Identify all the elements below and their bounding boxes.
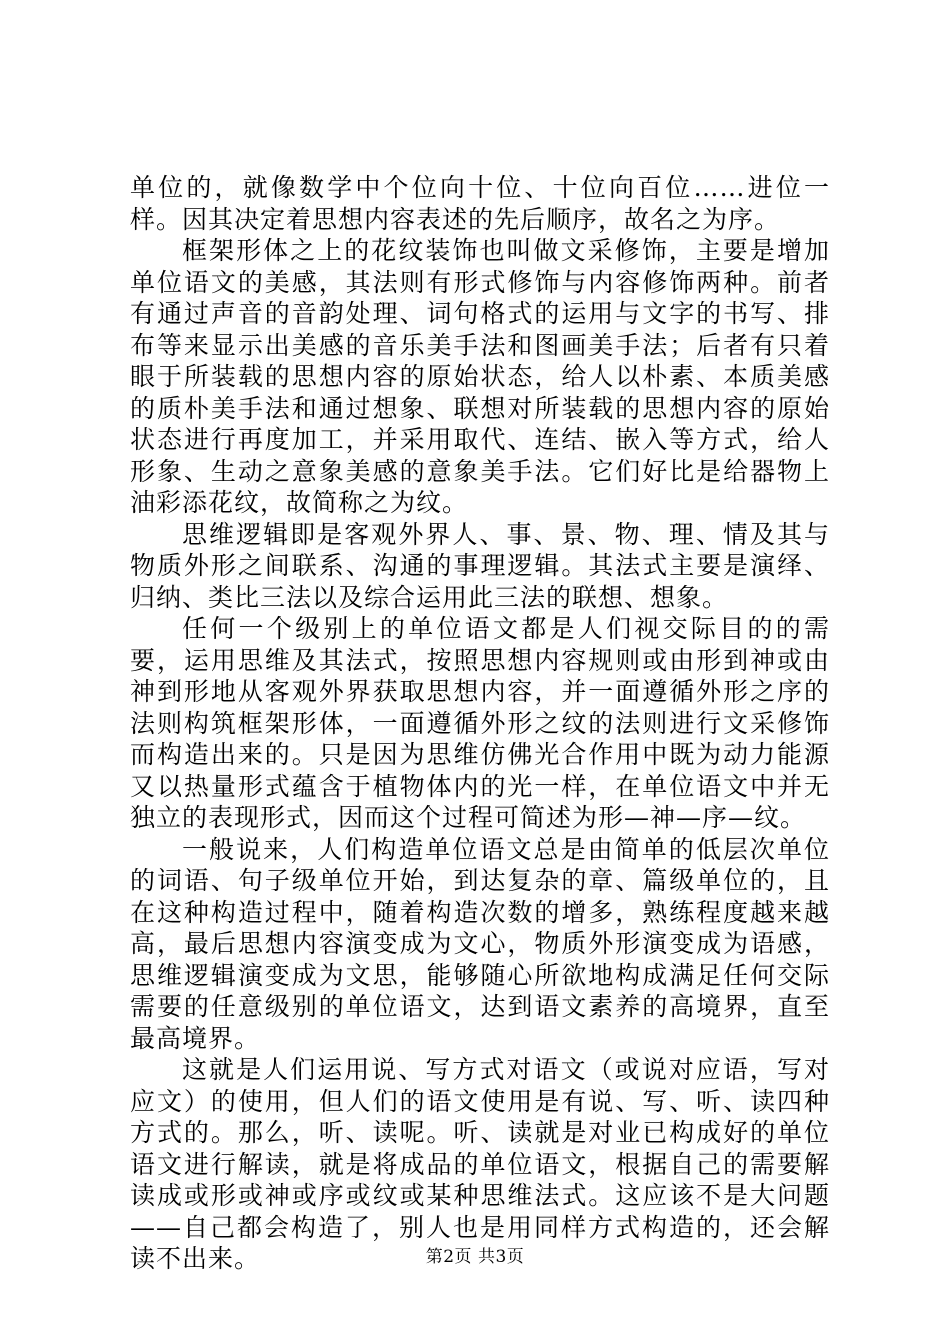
paragraph-3: 思维逻辑即是客观外界人、事、景、物、理、情及其与物质外形之间联系、沟通的事理逻辑。其法式主要是演绎、归纳、类比三法以及综合运用此三法的联想、想象。 xyxy=(130,519,830,612)
paragraph-4: 任何一个级别上的单位语文都是人们视交际目的的需要，运用思维及其法式，按照思想内容规则或由形到神或由神到形地从客观外界获取思想内容，并一面遵循外形之序的法则构筑框架形体，一面遵循外形之纹的法则进行文采修饰而构造出来的。只是因为思维仿佛光合作用中既为动力能源又以热量形式蕴含于植物体内的光一样，在单位语文中并无独立的表现形式，因而这个过程可简述为形—神—序—纹。 xyxy=(130,614,830,832)
paragraph-5: 一般说来，人们构造单位语文总是由简单的低层次单位的词语、句子级单位开始，到达复杂的章、篇级单位的，且在这种构造过程中，随着构造次数的增多，熟练程度越来越高，最后思想内容演变成为文心，物质外形演变成为语感，思维逻辑演变成为文思，能够随心所欲地构成满足任何交际需要的任意级别的单位语文，达到语文素养的高境界，直至最高境界。 xyxy=(130,834,830,1053)
page-number-footer: 第2页 共3页 xyxy=(425,1247,525,1267)
paragraph-6: 这就是人们运用说、写方式对语文（或说对应语，写对应文）的使用，但人们的语文使用是有说、写、听、读四种方式的。那么，听、读呢。听、读就是对业已构成好的单位语文进行解读，就是将成品的单位语文，根据自己的需要解读成或形或神或序或纹或某种思维法式。这应该不是大问题——自己都会构造了，别人也是用同样方式构造的，还会解读不出来。 xyxy=(130,1055,830,1273)
paragraph-1: 单位的，就像数学中个位向十位、十位向百位……进位一样。因其决定着思想内容表述的先后顺序，故名之为序。 xyxy=(130,173,830,234)
paragraph-2: 框架形体之上的花纹装饰也叫做文采修饰，主要是增加单位语文的美感，其法则有形式修饰与内容修饰两种。前者有通过声音的音韵处理、词句格式的运用与文字的书写、排布等来显示出美感的音乐美手法和图画美手法；后者有只着眼于所装载的思想内容的原始状态，给人以朴素、本质美感的质朴美手法和通过想象、联想对所装载的思想内容的原始状态进行再度加工，并采用取代、连结、嵌入等方式，给人形象、生动之意象美感的意象美手法。它们好比是给器物上油彩添花纹，故简称之为纹。 xyxy=(130,236,830,517)
document-body xyxy=(130,172,830,1275)
